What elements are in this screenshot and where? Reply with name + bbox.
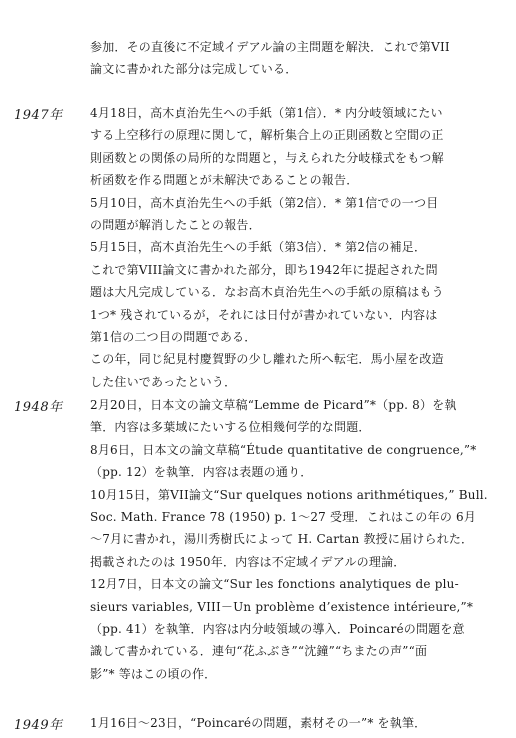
text-line: 筆．内容は多葉域にたいする位相幾何学的な問題．: [90, 420, 371, 435]
text-line: 2月20日，日本文の論文草稿“Lemme de Picard”*（pp. 8）を執: [90, 398, 457, 412]
text-line: 4月18日，高木貞治先生への手紙（第1信）．* 内分岐領域にたい: [90, 106, 443, 120]
text-line: する上空移行の原理に関して，解析集合上の正則函数と空間の正: [90, 128, 444, 143]
text-line: 1月16日～23日，“Poincaréの問題，素材その一”* を執筆．: [90, 716, 427, 730]
text-line: 論文に書かれた部分は完成している．: [90, 62, 298, 77]
text-line: 1つ* 残されているが，それには日付が書かれていない．内容は: [90, 307, 438, 322]
text-line: 12月7日，日本文の論文“Sur les fonctions analytiques de plu-: [90, 577, 459, 592]
text-line: 識して書かれている．連句“花ふぶき”“沈鐘”“ちまたの声”“面: [90, 644, 428, 659]
entry-lines: [90, 394, 502, 685]
text-line: （pp. 12）を執筆．内容は表題の通り．: [90, 465, 313, 480]
text-line: 5月15日，高木貞治先生への手紙（第3信）．* 第2信の補足．: [90, 240, 427, 255]
text-line: sieurs variables, VIII－Un problème d’existence intérieure,”*: [90, 599, 474, 614]
intro-lines: [90, 36, 502, 81]
entry-lines: [90, 102, 502, 393]
text-line: 5月10日，高木貞治先生への手紙（第2信）．* 第1信での一つ目: [90, 195, 439, 210]
text-line: Soc. Math. France 78 (1950) p. 1～27 受理．これはこの年の 6月: [90, 509, 477, 524]
text-line: 則函数との関係の局所的な問題と，与えられた分岐様式をもつ解: [90, 150, 444, 165]
text-line: 掲載されたのは 1950年．内容は不定域イデアルの理論．: [90, 554, 406, 569]
year-label: 1947年: [14, 108, 63, 123]
text-line: この年，同じ紀見村慶賀野の少し離れた所へ転宅．馬小屋を改造: [90, 352, 444, 367]
text-line: 8月6日，日本文の論文草稿“Étude quantitative de congruence,”*: [90, 442, 477, 457]
text-line: 参加．その直後に不定域イデアル論の主問題を解決．これで第VII: [90, 40, 450, 54]
text-line: 10月15日，第VII論文“Sur quelques notions arithmétiques,” Bull.: [90, 487, 488, 502]
text-line: （pp. 41）を執筆．内容は内分岐領域の導入．Poincaréの問題を意: [90, 621, 465, 636]
text-line: 析函数を作る問題とが未解決であることの報告．: [90, 173, 359, 188]
year-label: 1948年: [14, 400, 63, 415]
text-line: 影”* 等はこの頃の作．: [90, 666, 217, 681]
text-line: の問題が解消したことの報告．: [90, 217, 261, 232]
text-line: 第1信の二つ目の問題である．: [90, 329, 257, 344]
entry-lines: [90, 712, 502, 734]
text-line: 題は大凡完成している．なお高木貞治先生への手紙の原稿はもう: [90, 285, 444, 300]
text-line: これで第VIII論文に書かれた部分，即ち1942年に提起された問: [90, 262, 438, 277]
year-label: 1949年: [14, 718, 63, 733]
text-line: した住いであったという．: [90, 374, 237, 389]
text-line: ～7月に書かれ，湯川秀樹氏によって H. Cartan 教授に届けられた．: [90, 532, 474, 547]
